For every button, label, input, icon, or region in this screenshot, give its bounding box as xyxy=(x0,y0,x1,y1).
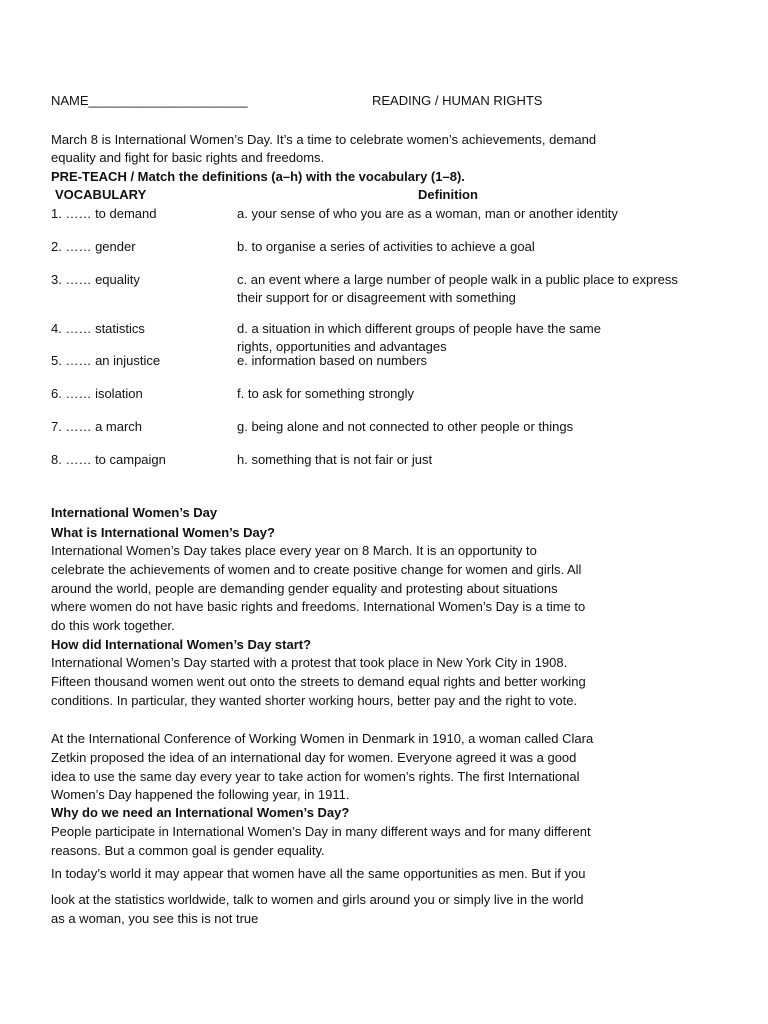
vocab-definition: a. your sense of who you are as a woman, man or another identity xyxy=(237,206,618,221)
vocab-definition: h. something that is not fair or just xyxy=(237,452,433,467)
worksheet-title: READING / HUMAN RIGHTS xyxy=(372,93,543,108)
preteach-instruction: PRE-TEACH / Match the definitions (a–h) with the vocabulary (1–8). xyxy=(51,169,465,184)
definition-heading: Definition xyxy=(418,187,478,202)
vocab-definition: e. information based on numbers xyxy=(237,353,428,368)
vocab-term: 6. …… isolation xyxy=(51,386,143,401)
section-heading: What is International Women’s Day? xyxy=(51,525,275,540)
vocab-term: 4. …… statistics xyxy=(51,321,145,336)
paragraph: International Women’s Day started with a protest that took place in New York City in 1908. Fifteen thousand women went out onto the streets to demand equal rights and better working conditions. In particular, they wanted shorter working hours, better pay and the right to vote. xyxy=(51,655,586,708)
vocab-term: 3. …… equality xyxy=(51,272,140,287)
paragraph: International Women’s Day takes place every year on 8 March. It is an opportunity to celebrate the achievements of women and to create positive change for women and girls. All around the world, people are demanding gender equality and protesting about situations where women do not have basic rights and freedoms. International Women’s Day is a time to do this work together. xyxy=(51,543,586,634)
vocab-term: 7. …… a march xyxy=(51,419,143,434)
section-heading: Why do we need an International Women’s Day? xyxy=(51,805,350,820)
vocab-definition: c. an event where a large number of people walk in a public place to express their support for or disagreement with something xyxy=(237,272,678,305)
vocab-term: 8. …… to campaign xyxy=(51,452,166,467)
vocab-term: 1. …… to demand xyxy=(51,206,157,221)
vocabulary-heading: VOCABULARY xyxy=(55,187,147,202)
section-heading: How did International Women’s Day start? xyxy=(51,637,312,652)
vocab-term: 5. …… an injustice xyxy=(51,353,161,368)
intro-text: March 8 is International Women’s Day. It’s a time to celebrate women’s achievements, demand equality and fight for basic rights and freedoms. xyxy=(51,132,597,165)
name-field: NAME______________________ xyxy=(51,93,248,108)
vocab-definition: d. a situation in which different groups of people have the same rights, opportunities and advantages xyxy=(237,321,601,354)
vocab-term: 2. …… gender xyxy=(51,239,136,254)
paragraph: look at the statistics worldwide, talk to women and girls around you or simply live in the world as a woman, you see this is not true xyxy=(51,892,584,926)
vocab-definition: f. to ask for something strongly xyxy=(237,386,415,401)
vocab-definition: b. to organise a series of activities to achieve a goal xyxy=(237,239,535,254)
reading-title: International Women’s Day xyxy=(51,505,218,520)
paragraph: At the International Conference of Working Women in Denmark in 1910, a woman called Clara Zetkin proposed the idea of an international day for women. Everyone agreed it was a good idea to use the same day every year to take action for women’s rights. The first International Women’s Day happened the following year, in 1911. xyxy=(51,731,594,803)
vocab-definition: g. being alone and not connected to other people or things xyxy=(237,419,574,434)
paragraph: In today’s world it may appear that women have all the same opportunities as men. But if you xyxy=(51,866,586,881)
paragraph: People participate in International Women’s Day in many different ways and for many different reasons. But a common goal is gender equality. xyxy=(51,824,591,858)
